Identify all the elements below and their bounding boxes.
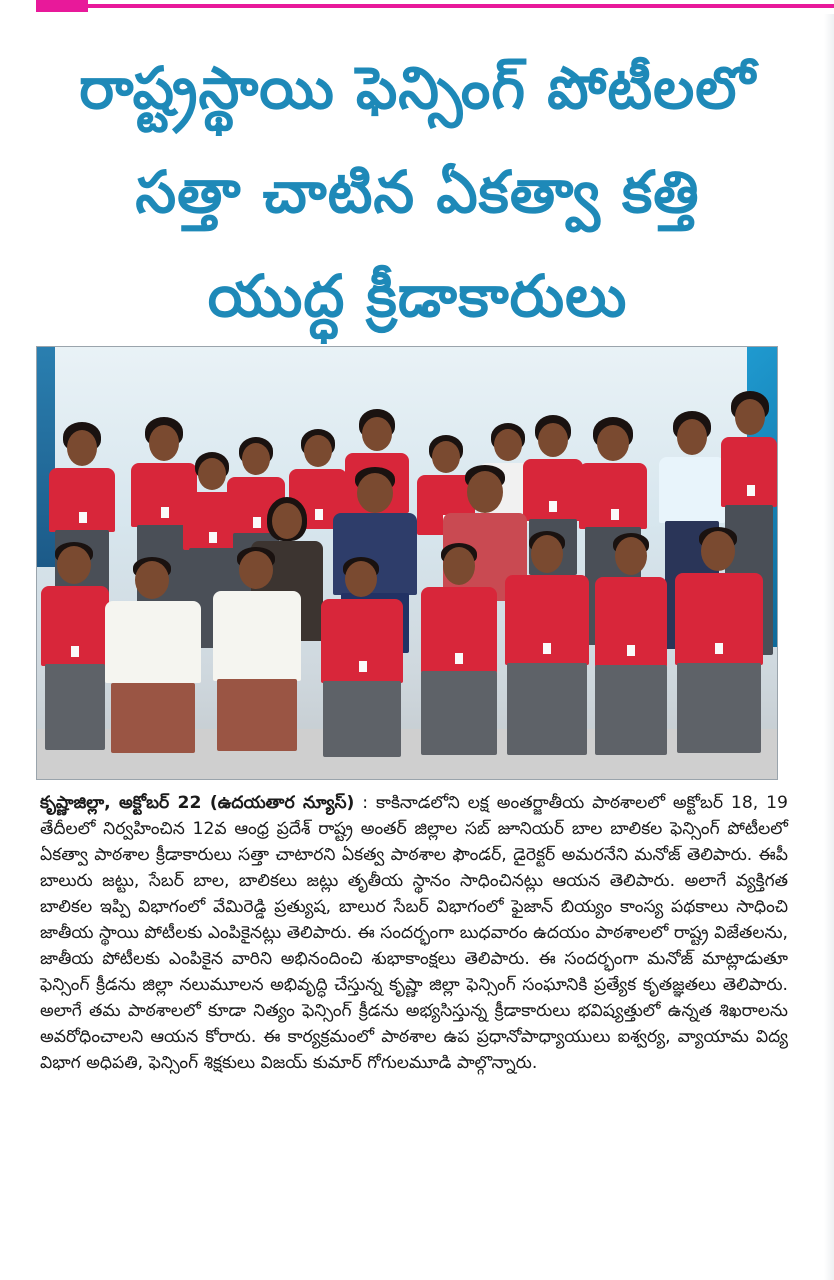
headline-line-1: రాష్ట్రస్థాయి ఫెన్సింగ్ పోటీలలో	[79, 54, 756, 122]
photo-person	[207, 547, 307, 757]
photo-person	[589, 533, 673, 757]
photo-person	[499, 531, 595, 757]
pink-rule	[36, 4, 834, 8]
article-text: కాకినాడలోని లక్ష అంతర్జాతీయ పాఠశాలలో అక్టోబర్ 18, 19 తేదీలలో నిర్వహించిన 12వ ఆంధ్ర ప్రదేశ్ రాష్ట్ర అంతర్ జిల్లాల సబ్ జూనియర్ బాల బాలికల ఫెన్సింగ్ పోటీలలో ఏకత్వా పాఠశాల క్రీడాకారులు సత్తా చాటారని ఏకత్వ పాఠశాల ఫౌండర్, డైరెక్టర్ అమరనేని మనోజ్ తెలిపారు. ఈపీ బాలురు జట్టు, సేబర్ బాల, బాలికలు జట్లు తృతీయ స్థానం సాధించినట్లు ఆయన తెలిపారు. అలాగే వ్యక్తిగత బాలికల ఇప్పి విభాగంలో వేమిరెడ్డి ప్రత్యుష, బాలుర సేబర్ విభాగంలో ఫైజాన్ బియ్యం కాంస్య పథకాలు సాధించి జాతీయ స్థాయి పోటీలకు ఎంపికైనట్లు తెలిపారు. ఈ సందర్భంగా బుధవారం ఉదయం పాఠశాలలో రాష్ట్ర విజేతలను, జాతీయ పోటీలకు ఎంపికైన వారిని అభినందించి శుభాకాంక్షలు తెలిపారు. ఈ సందర్భంగా మనోజ్ మాట్లాడుతూ ఫెన్సింగ్ క్రీడను జిల్లా నలుమూలన అభివృద్ధి చేస్తున్న కృష్ణా జిల్లా ఫెన్సింగ్ సంఘానికి ప్రత్యేక కృతజ్ఞతలు తెలిపారు. అలాగే తమ పాఠశాలలో కూడా నిత్యం ఫెన్సింగ్ క్రీడను అభ్యసిస్తున్న క్రీడాకారులు భవిష్యత్తులో ఉన్నత శిఖరాలను అవరోధించాలని ఆయన కోరారు. ఈ కార్యక్రమంలో పాఠశాల ఉప ప్రధానోపాధ్యాయులు ఐశ్వర్య, వ్యాయామ విద్య విభాగ అధిపతి, ఫెన్సింగ్ శిక్షకులు విజయ్ కుమార్ గోగులమూడి పాల్గొన్నారు.	[40, 793, 788, 1073]
photo-person	[315, 557, 409, 757]
top-rule	[0, 0, 834, 14]
group-photo	[36, 346, 778, 780]
pink-tab	[36, 0, 88, 12]
dateline-separator: :	[354, 793, 376, 813]
headline-line-2: సత్తా చాటిన ఏకత్వా కత్తి	[135, 158, 700, 226]
headline	[30, 36, 805, 348]
photo-person	[99, 557, 209, 757]
article-dateline: కృష్ణాజిల్లా, అక్టోబర్ 22 (ఉదయతార న్యూస్)	[40, 793, 355, 813]
article-body	[40, 790, 788, 1076]
page-edge	[824, 14, 834, 1280]
photo-person	[667, 527, 771, 757]
photo-person	[415, 543, 503, 757]
headline-line-3: యుద్ధ క్రీడాకారులు	[207, 262, 628, 330]
